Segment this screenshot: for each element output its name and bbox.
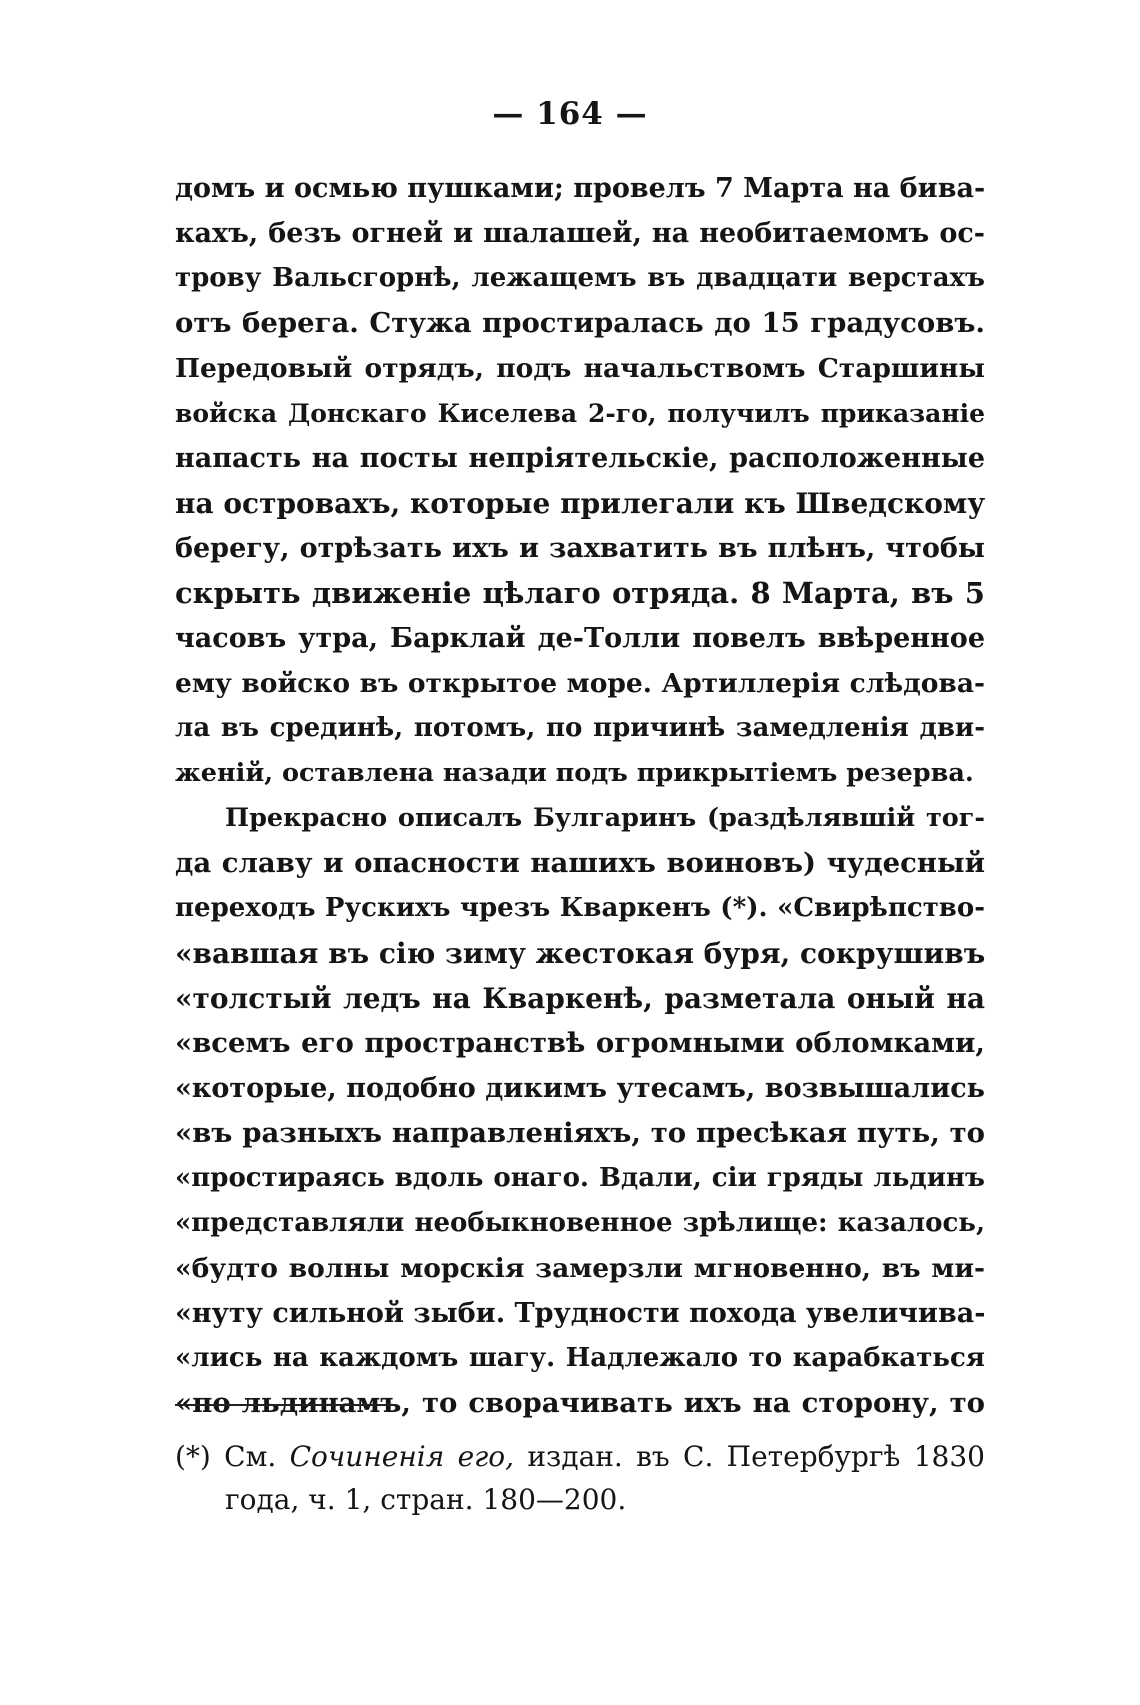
text-line: домъ и осмью пушками; провелъ 7 Марта на бива- <box>175 173 986 204</box>
paragraph <box>175 166 985 796</box>
text-line: «въ разныхъ направленiяхъ, то пресѣкая путь, то <box>175 1117 985 1149</box>
text-line: берегу, отрѣзать ихъ и захватить въ плѣнъ, чтобы <box>175 533 985 564</box>
text-line: переходъ Рускихъ чрезъ Кваркенъ (*). «Свирѣпство- <box>175 893 985 923</box>
footnote-line: года, ч. 1, стран. 180—200. <box>225 1483 627 1516</box>
footnote-title: Сочиненiя его, <box>289 1440 515 1473</box>
text-line: да славу и опасности нашихъ воиновъ) чудесный <box>175 847 985 879</box>
text-line: «будто волны морскiя замерзли мгновенно, въ ми- <box>175 1253 985 1284</box>
text-line: ла въ срединѣ, потомъ, по причинѣ замедленiя дви- <box>175 713 985 743</box>
text-line: «которые, подобно дикимъ утесамъ, возвышались <box>175 1073 985 1104</box>
text-line: Передовый отрядъ, подъ начальствомъ Старшины <box>175 353 985 384</box>
text-line: Прекрасно описалъ Булгаринъ (раздѣлявшiй тог- <box>225 803 985 833</box>
text-line: «простираясь вдоль онаго. Вдали, сiи гряды льдинъ <box>175 1163 985 1193</box>
text-line: на островахъ, которые прилегали къ Шведскому <box>175 487 986 520</box>
text-line: «всемъ его пространствѣ огромными обломками, <box>175 1027 985 1059</box>
text-line: ему войско въ открытое море. Артиллерiя слѣдова- <box>175 668 985 699</box>
footnote-prefix: См. <box>224 1440 277 1473</box>
text-line: «толстый ледъ на Кваркенѣ, разметала оный на <box>175 982 985 1015</box>
text-line: отъ берега. Стужа простиралась до 15 градусовъ. <box>175 307 985 339</box>
text-line: женiй, оставлена назади подъ прикрытiемъ резерва. <box>175 758 974 788</box>
text-line: часовъ утра, Барклай де-Толли повелъ ввѣренное <box>175 623 985 654</box>
footnote-line <box>175 1435 985 1478</box>
footnote-marker: (*) <box>175 1440 211 1473</box>
text-line: кахъ, безъ огней и шалашей, на необитаемомъ ос- <box>175 218 985 249</box>
body-text <box>175 166 985 1426</box>
paragraph <box>175 796 985 1426</box>
footnote-rest: издан. въ С. Петербургѣ 1830 <box>527 1440 985 1473</box>
text-line: «вавшая въ сiю зиму жестокая буря, сокрушивъ <box>175 937 986 970</box>
text-line: войска Донскаго Киселева 2-го, получилъ приказанiе <box>175 399 985 428</box>
text-line: «представляли необыкновенное зрѣлище: казалось, <box>175 1208 985 1238</box>
text-line: «по льдинамъ, то сворачивать ихъ на сторону, то <box>175 1387 985 1419</box>
text-line: «лись на каждомъ шагу. Надлежало то карабкаться <box>175 1343 985 1373</box>
page-number: — 164 — <box>492 96 648 132</box>
footnote-divider <box>175 1404 395 1406</box>
text-line: «нуту сильной зыби. Трудности похода увеличива- <box>175 1298 986 1329</box>
text-line: напасть на посты непрiятельскiе, расположенные <box>175 443 985 474</box>
footnote <box>175 1435 985 1521</box>
text-line: скрыть движенiе цѣлаго отряда. 8 Марта, въ 5 <box>175 576 985 610</box>
text-line: трову Вальсгорнѣ, лежащемъ въ двадцати верстахъ <box>175 263 985 293</box>
